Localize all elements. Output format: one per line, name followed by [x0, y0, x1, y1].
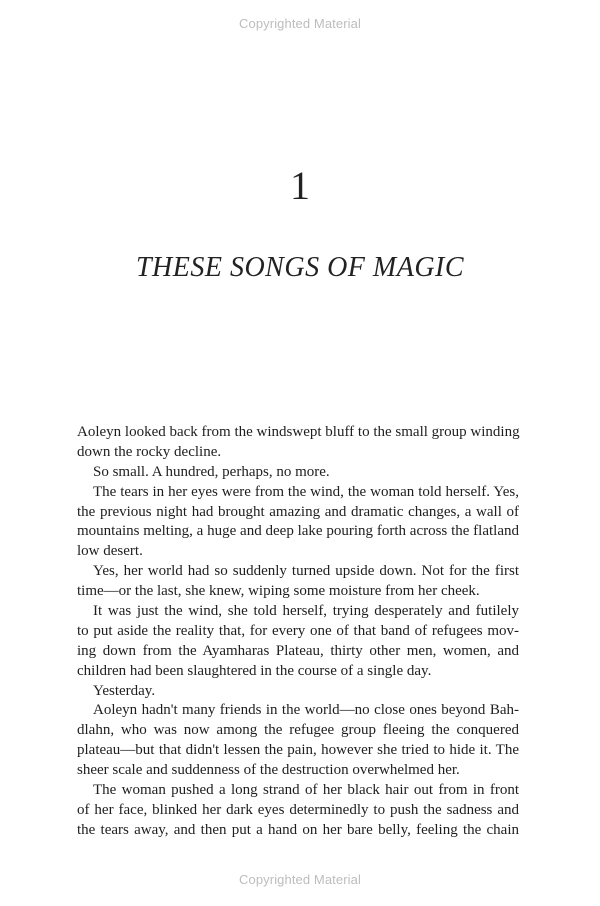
text-line: low desert. — [77, 543, 143, 560]
text-line: It was just the wind, she told herself, trying desperately and futilely — [93, 603, 519, 620]
copyright-watermark-top: Copyrighted Material — [239, 16, 361, 31]
text-line: the tears away, and then put a hand on her bare belly, feeling the chain — [77, 821, 519, 838]
text-line: sheer scale and suddenness of the destruction overwhelmed her. — [77, 762, 460, 779]
text-line: The tears in her eyes were from the wind, the woman told herself. Yes, — [93, 483, 519, 500]
text-line: mountains melting, a huge and deep lake pouring forth across the flatland — [77, 523, 519, 540]
text-line: down the rocky decline. — [77, 443, 222, 460]
text-line: The woman pushed a long strand of her black hair out from in front — [93, 782, 519, 799]
chapter-number: 1 — [290, 163, 310, 208]
text-line: So small. A hundred, perhaps, no more. — [93, 463, 330, 480]
text-line: dlahn, who was now among the refugee group fleeing the conquered — [77, 722, 519, 739]
text-line: ing down from the Ayamharas Plateau, thirty other men, women, and — [77, 642, 519, 659]
text-line: time—or the last, she knew, wiping some moisture from her cheek. — [77, 583, 480, 600]
text-line: of her face, blinked her dark eyes determinedly to push the sadness and — [77, 801, 519, 818]
text-line: Yesterday. — [93, 682, 156, 699]
text-line: Aoleyn looked back from the windswept bluff to the small group winding — [77, 424, 520, 440]
text-line: Yes, her world had so suddenly turned upside down. Not for the first — [93, 563, 519, 580]
copyright-watermark-bottom: Copyrighted Material — [239, 872, 361, 887]
text-line: Aoleyn hadn't many friends in the world—no close ones beyond Bah- — [93, 702, 519, 719]
text-line: plateau—but that didn't lessen the pain, however she tried to hide it. The — [77, 742, 519, 759]
body-text — [77, 423, 519, 841]
text-line: children had been slaughtered in the course of a single day. — [77, 662, 432, 679]
text-line: to put aside the reality that, for every one of that band of refugees mov- — [77, 622, 519, 639]
text-line: the previous night had brought amazing and dramatic changes, a wall of — [77, 503, 519, 520]
chapter-title: THESE SONGS OF MAGIC — [135, 252, 465, 283]
